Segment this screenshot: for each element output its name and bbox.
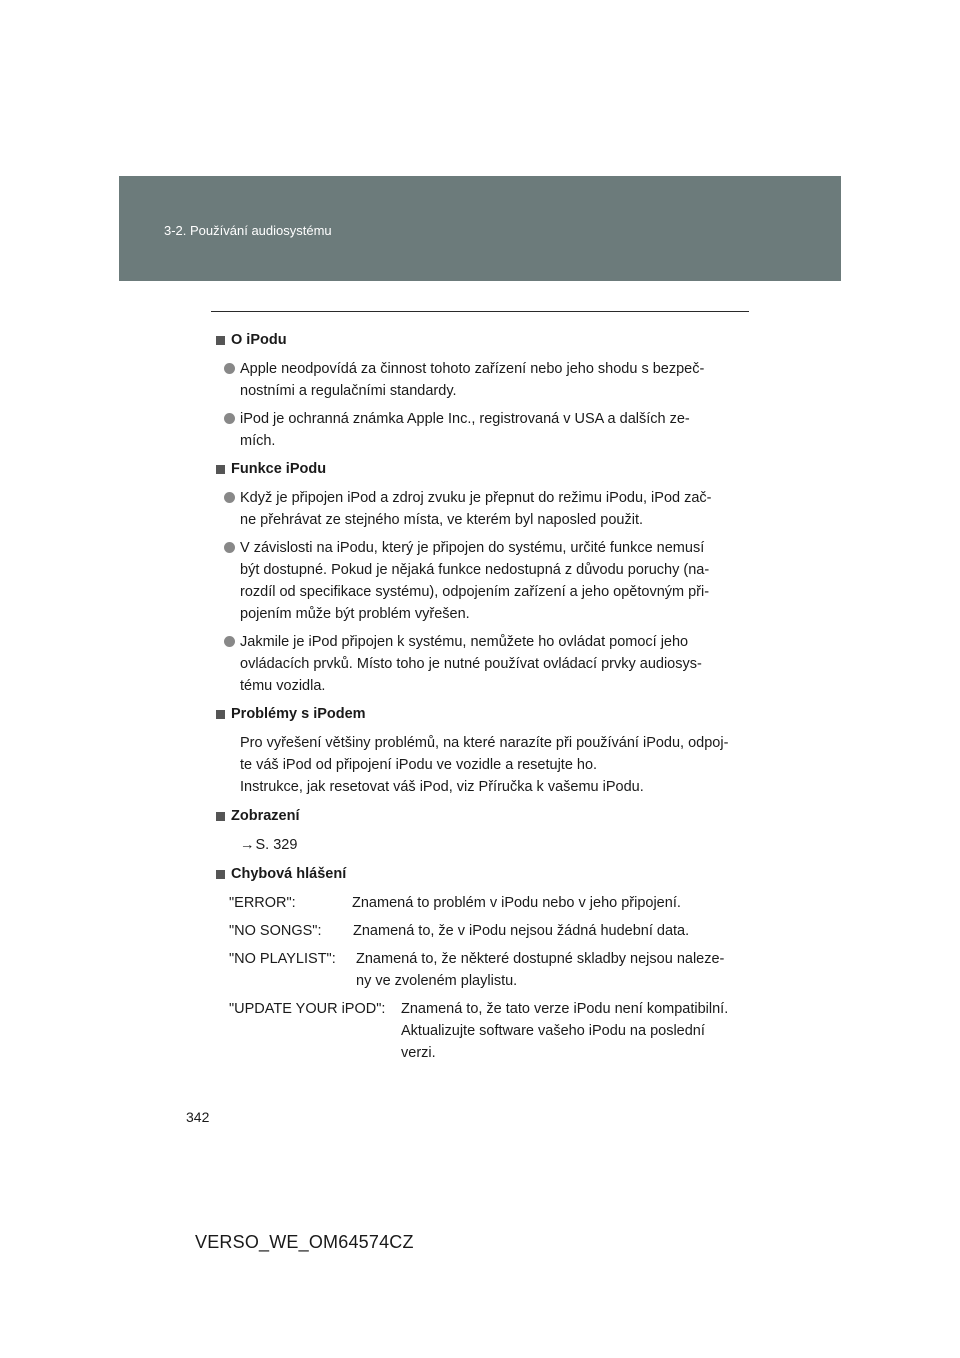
circle-bullet-icon (224, 413, 235, 424)
error-description: Znamená to, že některé dostupné skladby nejsou naleze- ny ve zvoleném playlistu. (356, 951, 725, 989)
square-bullet-icon (216, 870, 225, 879)
error-description: Znamená to, že v iPodu nejsou žádná hudební data. (353, 923, 690, 939)
error-code: "ERROR": (229, 895, 296, 911)
bullet-item: Apple neodpovídá za činnost tohoto zařízení nebo jeho shodu s bezpeč- nostními a regulačními standardy. (216, 358, 746, 402)
heading-funkce-ipodu: Funkce iPodu (216, 458, 746, 480)
bullet-item: Když je připojen iPod a zdroj zvuku je přepnut do režimu iPodu, iPod zač- ne přehrávat ze stejného místa, ve kterém byl naposled použit. (216, 487, 746, 531)
header-band (119, 176, 841, 281)
error-message-row (216, 948, 746, 992)
error-code: "NO PLAYLIST": (229, 951, 336, 967)
error-code: "UPDATE YOUR iPOD": (229, 1001, 386, 1017)
bullet-item: iPod je ochranná známka Apple Inc., registrovaná v USA a dalších ze- mích. (216, 408, 746, 452)
bullet-item: Jakmile je iPod připojen k systému, nemůžete ho ovládat pomocí jeho ovládacích prvků. Místo toho je nutné používat ovládací prvky audiosys- tému vozidla. (216, 631, 746, 697)
page-number: 342 (186, 1109, 210, 1125)
square-bullet-icon (216, 812, 225, 821)
error-message-row (216, 920, 746, 942)
page-reference: →S. 329 (216, 834, 746, 856)
heading-problemy-s-ipodem: Problémy s iPodem (216, 703, 746, 725)
circle-bullet-icon (224, 542, 235, 553)
circle-bullet-icon (224, 636, 235, 647)
error-description: Znamená to problém v iPodu nebo v jeho připojení. (352, 895, 681, 911)
square-bullet-icon (216, 465, 225, 474)
heading-zobrazeni: Zobrazení (216, 805, 746, 827)
heading-chybova-hlaseni: Chybová hlášení (216, 863, 746, 885)
heading-o-ipodu: O iPodu (216, 329, 746, 351)
top-rule (211, 311, 749, 312)
error-message-row (216, 998, 746, 1064)
circle-bullet-icon (224, 492, 235, 503)
paragraph: Pro vyřešení většiny problémů, na které narazíte při používání iPodu, odpoj- te váš iPod od připojení iPodu ve vozidle a resetujte ho. Instrukce, jak resetovat váš iPod, viz Příručka k vašemu iPodu. (240, 735, 729, 795)
square-bullet-icon (216, 710, 225, 719)
error-description: Znamená to, že tato verze iPodu není kompatibilní. Aktualizujte software vašeho iPodu na poslední verzi. (401, 1001, 729, 1061)
content (216, 329, 746, 1070)
circle-bullet-icon (224, 363, 235, 374)
square-bullet-icon (216, 336, 225, 345)
document-code: VERSO_WE_OM64574CZ (195, 1232, 414, 1252)
error-code: "NO SONGS": (229, 923, 322, 939)
section-title: 3-2. Používání audiosystému (164, 223, 332, 238)
arrow-right-icon: → (240, 837, 255, 853)
bullet-item: V závislosti na iPodu, který je připojen do systému, určité funkce nemusí být dostupné. Pokud je nějaká funkce nedostupná z důvodu poruchy (na- rozdíl od specifikace systému), odpojením zařízení a jeho opětovným při- pojením může být problém vyřešen. (216, 537, 746, 625)
error-message-row (216, 892, 746, 914)
